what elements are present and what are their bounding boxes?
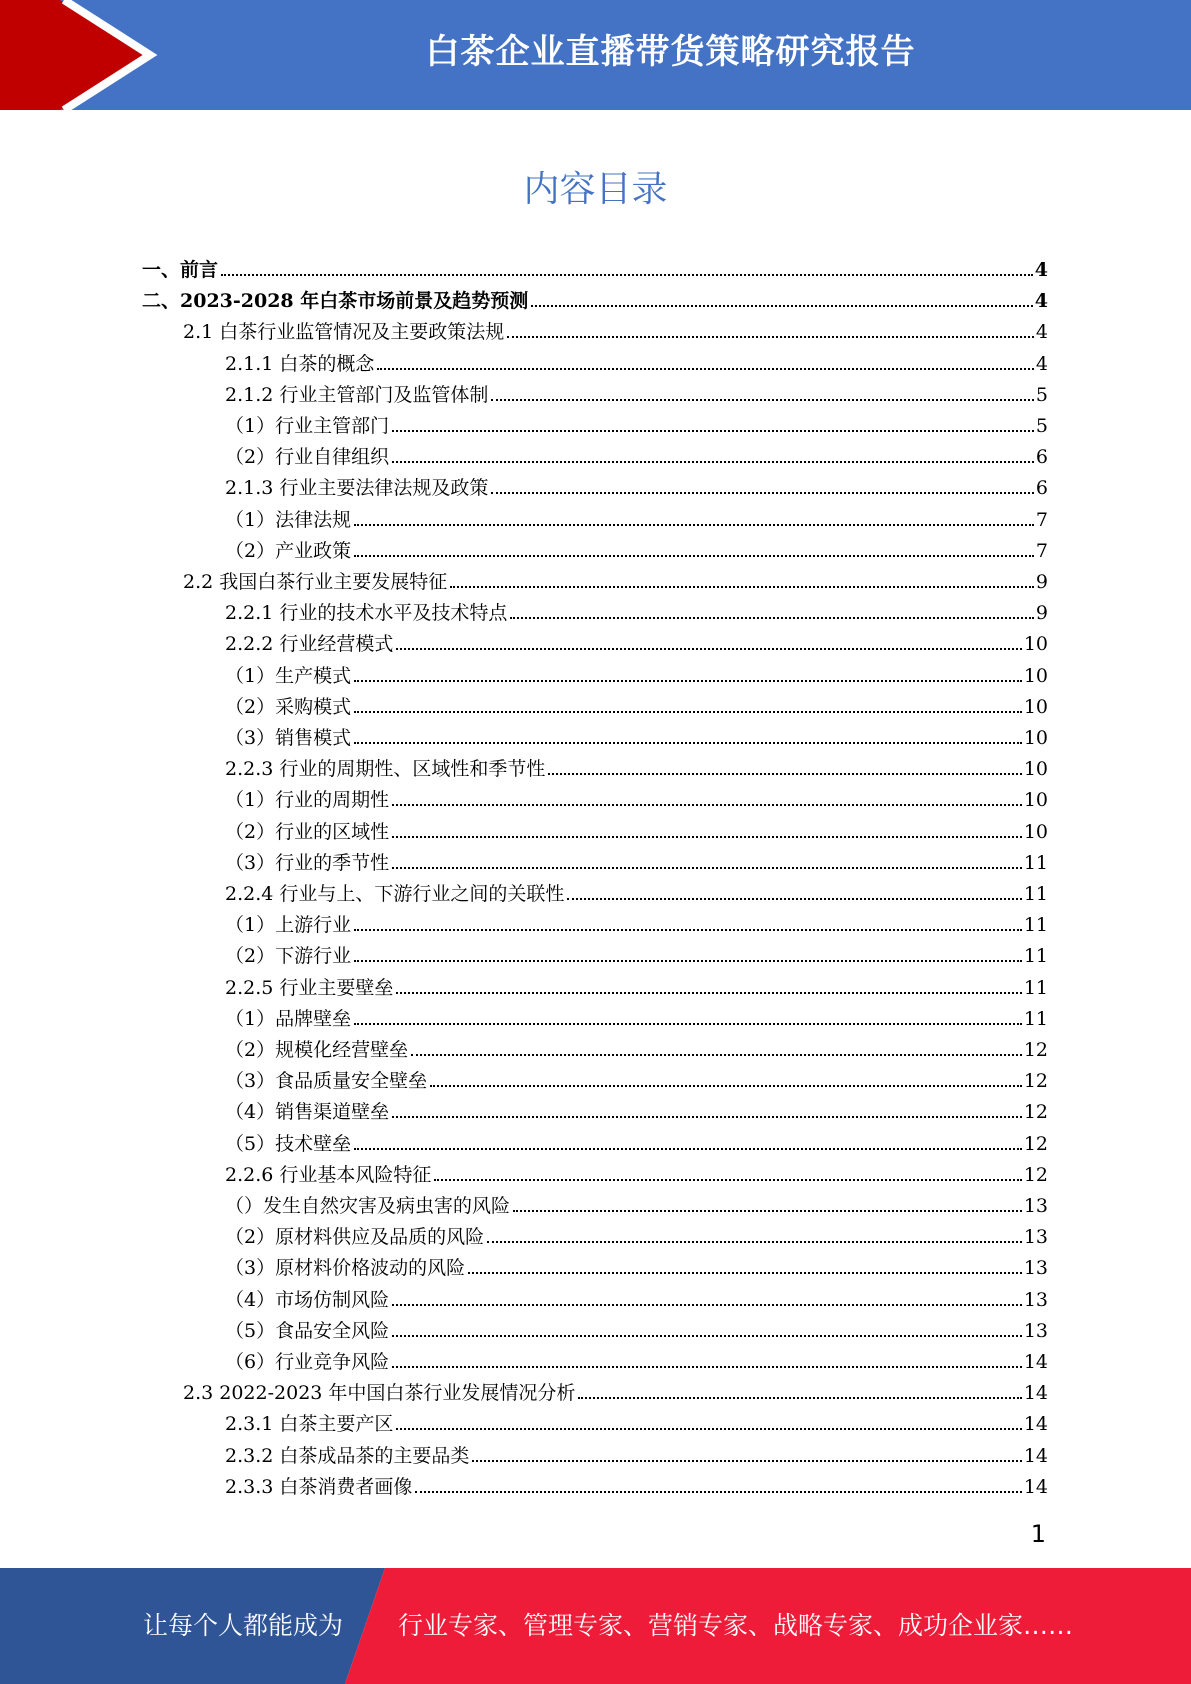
toc-entry-title: （3）行业的季节性 [225,852,390,874]
toc-entry-page: 12 [1023,1101,1048,1123]
toc-entry[interactable] [225,629,1048,660]
toc-dot-leader [531,305,1033,307]
footer-slogan-left: 让每个人都能成为 [143,1611,344,1640]
toc-entry-page: 9 [1035,602,1048,624]
toc-dot-leader [396,648,1021,650]
toc-entry-page: 6 [1035,446,1048,468]
toc-dot-leader [450,586,1034,588]
toc-entry[interactable] [225,848,1048,879]
toc-dot-leader [354,524,1034,526]
toc-dot-leader [567,898,1021,900]
toc-dot-leader [221,274,1033,276]
toc-entry[interactable] [225,973,1048,1004]
toc-entry[interactable] [225,723,1048,754]
toc-entry[interactable] [225,879,1048,910]
toc-entry-page: 11 [1023,977,1048,999]
toc-entry-title: 2.3.3 白茶消费者画像 [225,1476,413,1498]
toc-entry[interactable] [225,1472,1048,1503]
footer-slogan-right: 行业专家、管理专家、营销专家、战略专家、成功企业家…… [398,1611,1074,1640]
toc-entry-title: 2.1 白茶行业监管情况及主要政策法规 [183,321,505,343]
toc-entry-page: 12 [1023,1039,1048,1061]
toc-dot-leader [415,1491,1021,1493]
toc-entry-page: 14 [1023,1351,1048,1373]
page-header [0,0,1191,110]
toc-entry[interactable] [225,1191,1048,1222]
toc-entry-page: 10 [1023,727,1048,749]
toc-entry-page: 4 [1034,290,1048,312]
toc-entry-title: （3）原材料价格波动的风险 [225,1257,466,1279]
toc-entry[interactable] [225,1347,1048,1378]
toc-entry-page: 5 [1035,415,1048,437]
toc-entry-page: 10 [1023,696,1048,718]
toc-entry-title: （1）生产模式 [225,665,352,687]
toc-entry[interactable] [183,317,1048,348]
toc-heading: 内容目录 [523,169,668,210]
toc-entry-page: 11 [1023,914,1048,936]
toc-entry-page: 4 [1035,321,1048,343]
toc-entry-page: 11 [1023,883,1048,905]
toc-entry-title: 2.1.1 白茶的概念 [225,353,375,375]
toc-entry-page: 14 [1023,1476,1048,1498]
toc-entry-title: （3）销售模式 [225,727,352,749]
toc-entry[interactable] [225,1035,1048,1066]
toc-dot-leader [392,804,1022,806]
toc-entry-title: （4）销售渠道壁垒 [225,1101,390,1123]
toc-entry[interactable] [225,1409,1048,1440]
toc-entry-page: 10 [1023,789,1048,811]
toc-entry-title: 2.3.1 白茶主要产区 [225,1413,394,1435]
toc-entry[interactable] [225,661,1048,692]
toc-entry-title: （1）法律法规 [225,509,352,531]
toc-entry[interactable] [225,692,1048,723]
toc-entry-page: 13 [1023,1195,1048,1217]
toc-entry-page: 6 [1035,477,1048,499]
toc-entry-title: 2.2.3 行业的周期性、区域性和季节性 [225,758,546,780]
toc-entry[interactable] [183,567,1048,598]
toc-entry-page: 12 [1023,1164,1048,1186]
toc-entry[interactable] [225,1129,1048,1160]
toc-entry-page: 9 [1035,571,1048,593]
toc-entry-title: （2）行业自律组织 [225,446,390,468]
toc-dot-leader [392,867,1022,869]
toc-entry[interactable] [225,941,1048,972]
toc-entry-title: （2）采购模式 [225,696,352,718]
toc-entry[interactable] [225,910,1048,941]
toc-entry-title: （2）原材料供应及品质的风险 [225,1226,485,1248]
toc-entry[interactable] [225,1160,1048,1191]
toc-entry[interactable] [142,286,1048,317]
toc-entry-title: 2.2.5 行业主要壁垒 [225,977,394,999]
toc-entry-page: 13 [1023,1257,1048,1279]
toc-entry-title: 一、前言 [142,259,219,281]
toc-entry-page: 13 [1023,1289,1048,1311]
toc-dot-leader [354,742,1022,744]
toc-entry[interactable] [225,1253,1048,1284]
toc-dot-leader [507,336,1034,338]
toc-entry[interactable] [225,1285,1048,1316]
toc-entry-page: 11 [1023,945,1048,967]
toc-entry[interactable] [225,349,1048,380]
toc-entry-page: 10 [1023,758,1048,780]
report-title: 白茶企业直播带货策略研究报告 [425,32,916,72]
toc-entry-title: 2.1.3 行业主要法律法规及政策 [225,477,489,499]
toc-entry-title: （1）上游行业 [225,914,352,936]
toc-entry-page: 10 [1023,633,1048,655]
page-footer [0,1568,1191,1684]
toc-entry-title: （1）品牌壁垒 [225,1008,352,1030]
toc-entry-title: （5）技术壁垒 [225,1133,352,1155]
toc-dot-leader [354,1023,1022,1025]
toc-entry[interactable] [225,411,1048,442]
toc-entry[interactable] [225,785,1048,816]
toc-entry-page: 4 [1034,259,1048,281]
toc-entry-page: 14 [1023,1382,1048,1404]
toc-entry-title: 2.2.4 行业与上、下游行业之间的关联性 [225,883,565,905]
toc-dot-leader [354,555,1034,557]
toc-dot-leader [354,680,1022,682]
toc-entry-page: 5 [1035,384,1048,406]
toc-entry-title: （2）规模化经营壁垒 [225,1039,409,1061]
toc-entry[interactable] [225,1004,1048,1035]
toc-entry-page: 10 [1023,821,1048,843]
toc-dot-leader [396,992,1021,994]
toc-dot-leader [392,1335,1022,1337]
toc-entry[interactable] [225,473,1048,504]
toc-entry-page: 12 [1023,1070,1048,1092]
toc-dot-leader [392,1366,1022,1368]
toc-dot-leader [354,929,1022,931]
toc-dot-leader [354,1148,1022,1150]
toc-dot-leader [468,1272,1022,1274]
toc-entry-title: （2）产业政策 [225,540,352,562]
toc-entry[interactable] [225,442,1048,473]
toc-entry-page: 7 [1035,509,1048,531]
toc-entry-title: （2）行业的区域性 [225,821,390,843]
toc-entry-title: （6）行业竞争风险 [225,1351,390,1373]
toc-entry-page: 11 [1023,852,1048,874]
toc-entry-page: 4 [1035,353,1048,375]
toc-dot-leader [392,430,1034,432]
toc-entry-title: （）发生自然灾害及病虫害的风险 [225,1195,511,1217]
toc-entry-page: 13 [1023,1320,1048,1342]
toc-entry-page: 14 [1023,1445,1048,1467]
toc-entry-title: 2.2.2 行业经营模式 [225,633,394,655]
toc-dot-leader [487,1241,1022,1243]
toc-dot-leader [377,368,1034,370]
toc-dot-leader [491,399,1034,401]
toc-entry-page: 12 [1023,1133,1048,1155]
toc-entry[interactable] [225,754,1048,785]
toc-entry[interactable] [225,598,1048,629]
toc-entry-title: （3）食品质量安全壁垒 [225,1070,428,1092]
toc-entry-title: 2.2 我国白茶行业主要发展特征 [183,571,448,593]
toc-entry-page: 7 [1035,540,1048,562]
toc-dot-leader [354,711,1022,713]
toc-dot-leader [472,1460,1021,1462]
toc-dot-leader [548,773,1021,775]
toc-entry-title: （1）行业的周期性 [225,789,390,811]
toc-dot-leader [392,1304,1022,1306]
toc-entry-title: 2.3 2022-2023 年中国白茶行业发展情况分析 [183,1382,576,1404]
toc-entry-title: （1）行业主管部门 [225,415,390,437]
toc-dot-leader [392,461,1034,463]
toc-entry-title: 2.2.6 行业基本风险特征 [225,1164,432,1186]
toc-dot-leader [411,1054,1022,1056]
toc-entry[interactable] [225,505,1048,536]
toc-entry[interactable] [183,1378,1048,1409]
toc-entry[interactable] [225,1222,1048,1253]
toc-dot-leader [392,1116,1022,1118]
toc-dot-leader [430,1085,1022,1087]
toc-dot-leader [434,1179,1021,1181]
toc-entry-title: 2.2.1 行业的技术水平及技术特点 [225,602,508,624]
header-arrow-decoration [0,0,160,110]
toc-dot-leader [578,1397,1021,1399]
toc-entry[interactable] [225,817,1048,848]
toc-entry[interactable] [225,1441,1048,1472]
toc-dot-leader [354,960,1022,962]
toc-entry-page: 13 [1023,1226,1048,1248]
toc-entry-title: （4）市场仿制风险 [225,1289,390,1311]
toc-entry[interactable] [225,536,1048,567]
toc-entry-page: 14 [1023,1413,1048,1435]
toc-entry-title: 2.1.2 行业主管部门及监管体制 [225,384,489,406]
toc-entry[interactable] [225,1066,1048,1097]
toc-entry[interactable] [225,380,1048,411]
toc-entry-page: 10 [1023,665,1048,687]
toc-dot-leader [491,492,1034,494]
toc-entry-title: 2.3.2 白茶成品茶的主要品类 [225,1445,470,1467]
toc-dot-leader [392,836,1022,838]
toc-entry-title: （2）下游行业 [225,945,352,967]
toc-dot-leader [513,1210,1022,1212]
toc-dot-leader [396,1428,1021,1430]
toc-entry[interactable] [225,1097,1048,1128]
toc-entry-page: 11 [1023,1008,1048,1030]
toc-dot-leader [510,617,1034,619]
toc-entry-title: 二、2023-2028 年白茶市场前景及趋势预测 [142,290,529,312]
toc-entry-title: （5）食品安全风险 [225,1320,390,1342]
page-number: 1 [1030,1520,1046,1548]
toc-entry[interactable] [142,255,1048,286]
toc-entry[interactable] [225,1316,1048,1347]
